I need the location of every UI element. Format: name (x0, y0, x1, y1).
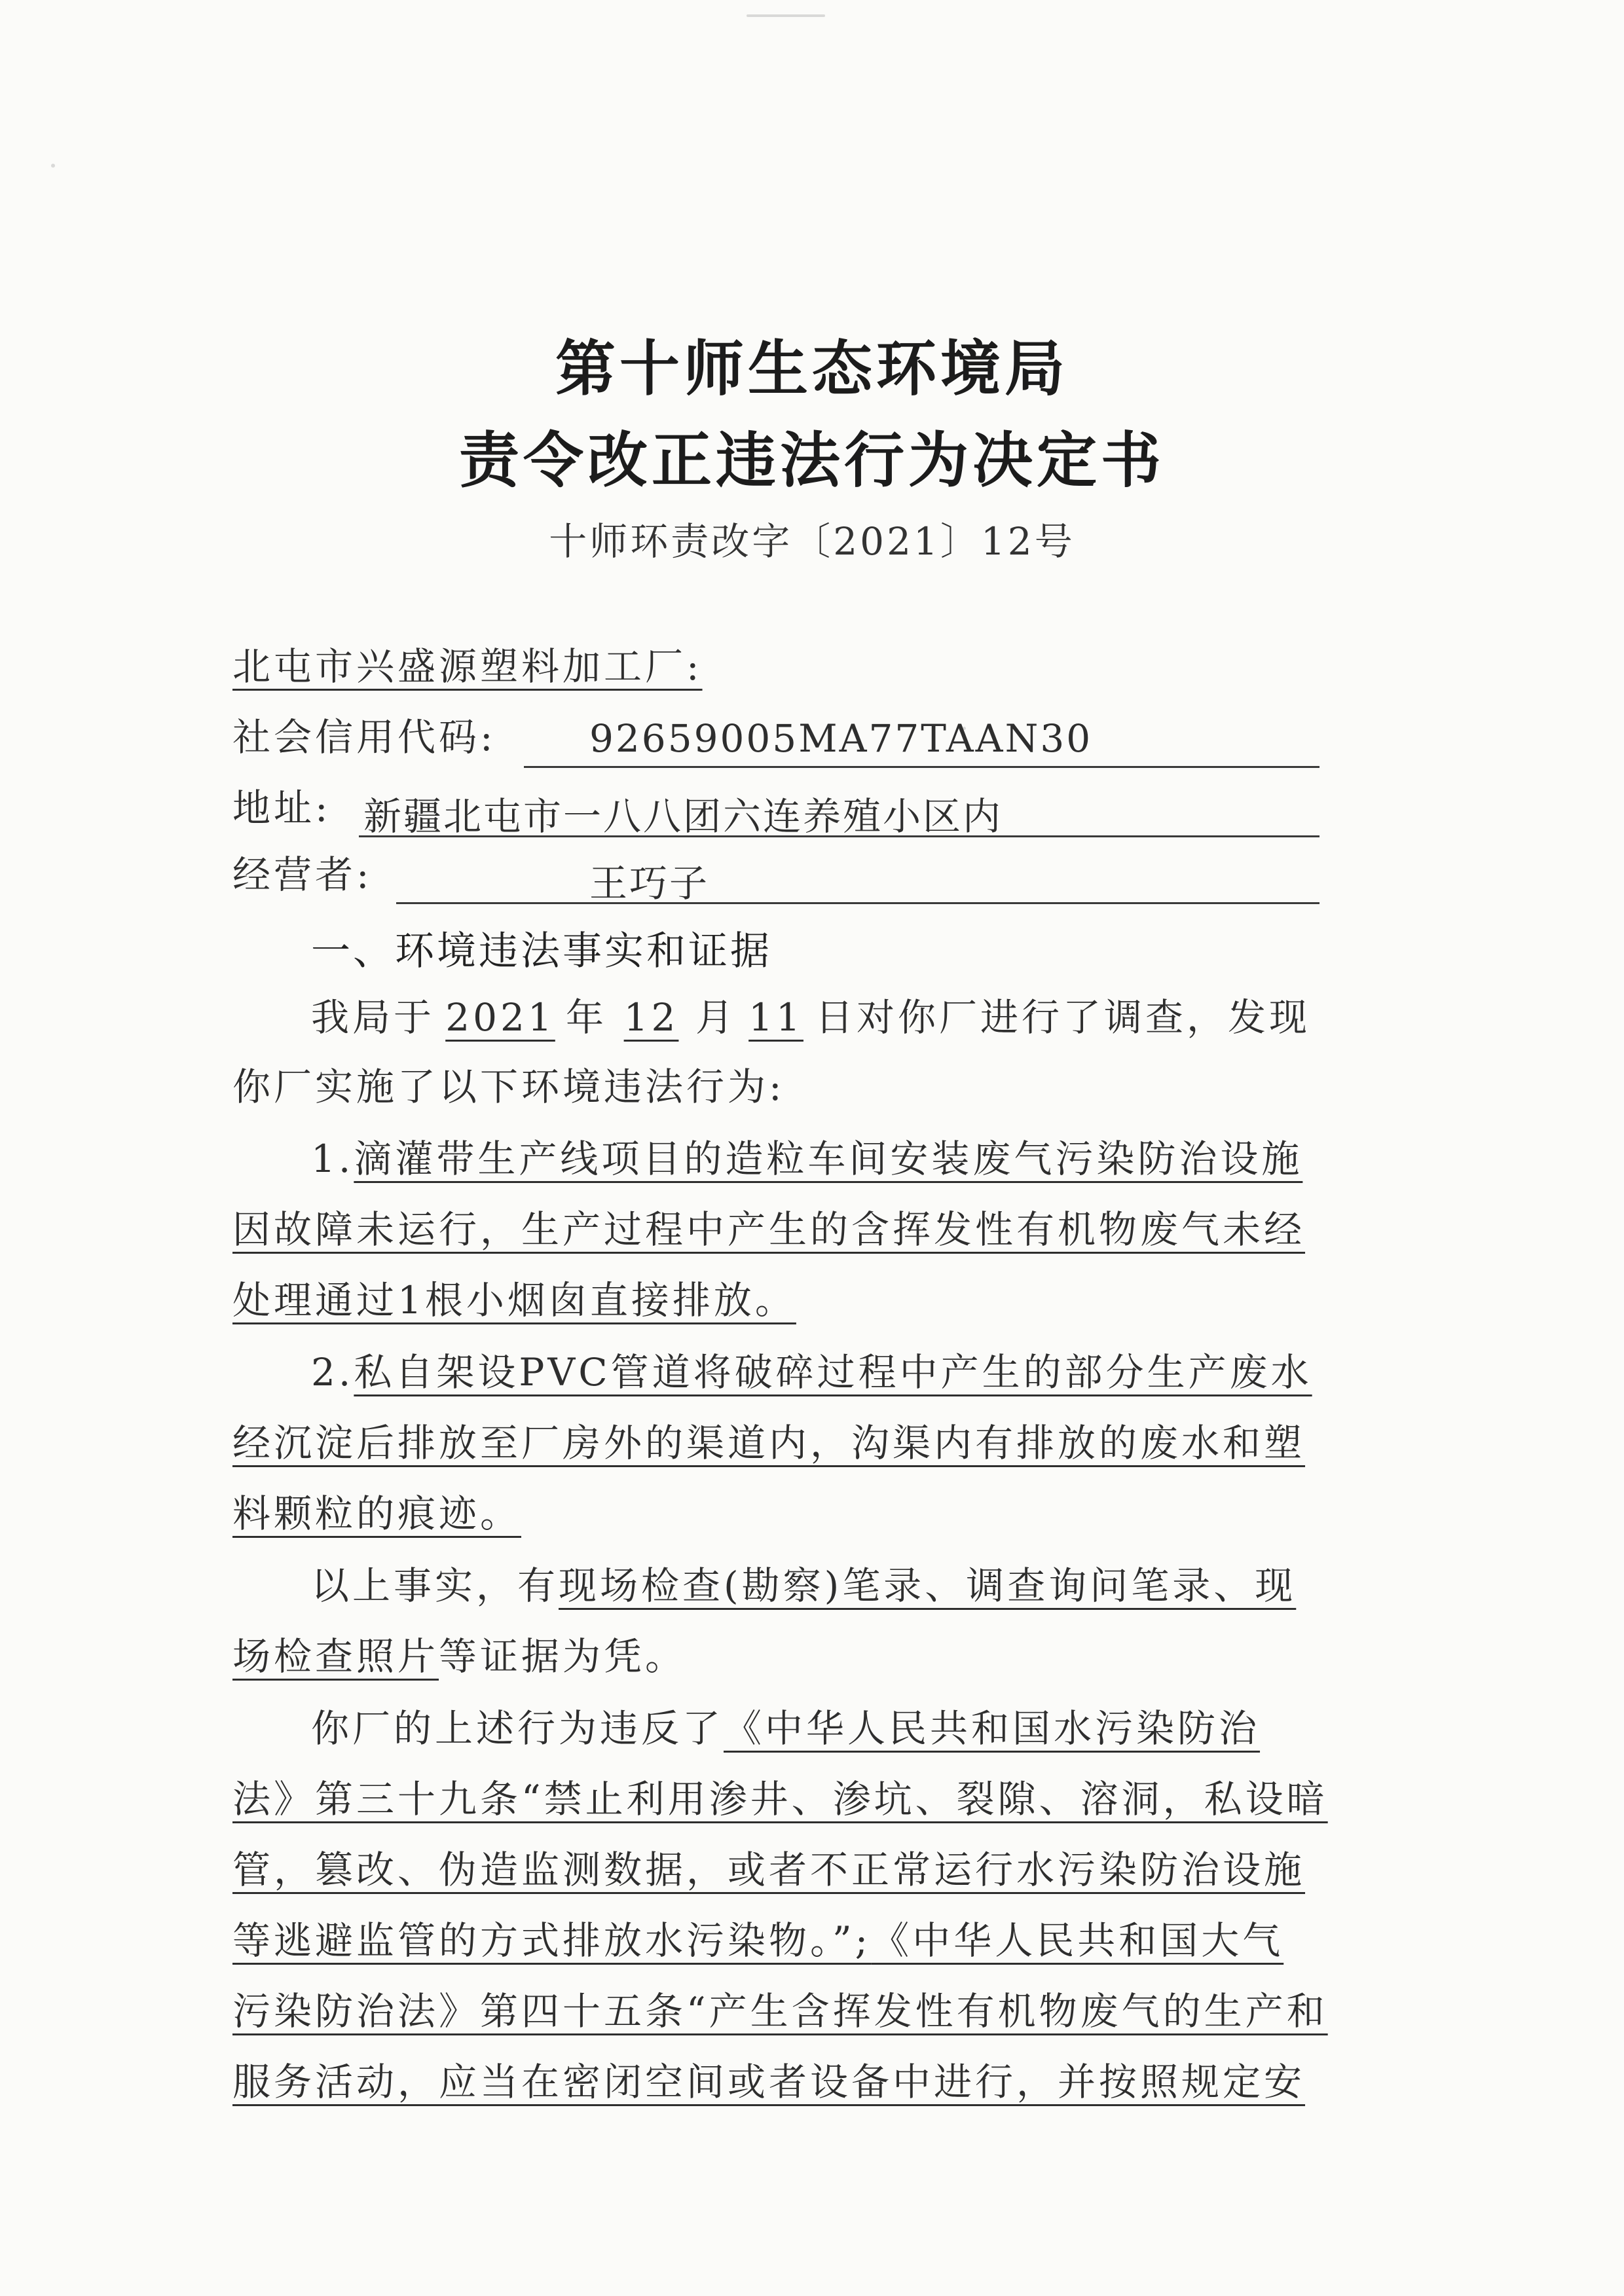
text-span: 私自架设PVC管道将破碎过程中产生的部分生产废水 (354, 1350, 1312, 1394)
text-span: 现场检查(勘察)笔录、调查询问笔录、现 (559, 1563, 1297, 1608)
address-value: 新疆北屯市一八八团六连养殖小区内 (363, 794, 1003, 839)
investigation-day: 11 (748, 995, 803, 1040)
document-subtitle: 责令改正违法行为决定书 (458, 426, 1165, 496)
violation-item-1-line-2: 因故障未运行，生产过程中产生的含挥发性有机物废气未经 (232, 1207, 1306, 1252)
text-span: 《中华人民共和国水污染防治 (724, 1706, 1261, 1751)
text-span: 污染防治法》 (232, 1989, 481, 2033)
evidence-line-1 (311, 1559, 1296, 1612)
evidence-line-2 (232, 1630, 686, 1683)
text-span: 第三十九条“禁止利用渗井、渗坑、裂隙、溶洞，私设暗 (315, 1777, 1328, 1821)
text-span: 你厂的上述行为违反了 (311, 1706, 724, 1751)
operator-label: 经营者: (232, 852, 373, 897)
intro-line-2: 你厂实施了以下环境违法行为: (232, 1065, 785, 1109)
address-label: 地址: (232, 786, 331, 830)
violation-item-2-line-2: 经沉淀后排放至厂房外的渠道内，沟渠内有排放的废水和塑 (232, 1421, 1306, 1465)
law-line-1 (311, 1702, 1260, 1755)
law-line-3: 管，篡改、伪造监测数据，或者不正常运行水污染防治设施 (232, 1848, 1306, 1892)
text-span: 我局于 (311, 995, 435, 1040)
document-title: 第十师生态环境局 (555, 334, 1069, 404)
text-span: 等逃避监管的方式排放水污染物。”; (232, 1918, 872, 1963)
text-span: 年 (566, 995, 608, 1040)
section-heading-violations: 一、环境违法事实和证据 (311, 928, 772, 974)
text-span: 场检查照片 (232, 1634, 439, 1679)
law-line-5 (232, 1985, 1328, 2037)
investigation-date-line (311, 991, 1310, 1044)
credit-code-label: 社会信用代码: (232, 715, 496, 759)
violation-item-2-line-3: 料颗粒的痕迹。 (232, 1491, 522, 1536)
text-span: 以上事实，有 (311, 1563, 559, 1608)
law-line-4 (232, 1914, 1283, 1967)
operator-value: 王巧子 (589, 861, 710, 905)
credit-code-rule (524, 766, 1320, 768)
credit-code-value: 92659005MA77TAAN30 (589, 716, 1093, 761)
investigation-month: 12 (623, 995, 679, 1040)
party-name: 北屯市兴盛源塑料加工厂: (232, 644, 703, 689)
text-span: 日对你厂进行了调查，发现 (815, 995, 1311, 1040)
violation-item-2 (311, 1346, 1312, 1398)
law-line-6: 服务活动，应当在密闭空间或者设备中进行，并按照规定安 (232, 2060, 1306, 2104)
item-number: 2. (311, 1350, 354, 1394)
scan-speck (747, 14, 825, 17)
operator-rule (396, 902, 1320, 904)
law-line-2 (232, 1773, 1328, 1825)
text-span: 滴灌带生产线项目的造粒车间安装废气污染防治设施 (354, 1137, 1303, 1181)
scan-speck (51, 164, 55, 168)
text-span: 法》 (232, 1777, 316, 1821)
violation-item-1 (311, 1133, 1302, 1185)
text-span: 第四十五条“产生含挥发性有机物废气的生产和 (480, 1989, 1328, 2033)
investigation-year: 2021 (445, 995, 555, 1040)
text-span: 《中华人民共和国大气 (871, 1918, 1284, 1963)
text-span: 等证据为凭。 (439, 1634, 687, 1679)
text-span: 月 (695, 995, 737, 1040)
item-number: 1. (311, 1137, 354, 1181)
violation-item-1-line-3: 处理通过1根小烟囱直接排放。 (232, 1278, 796, 1322)
document-number: 十师环责改字〔2021〕12号 (549, 519, 1075, 564)
